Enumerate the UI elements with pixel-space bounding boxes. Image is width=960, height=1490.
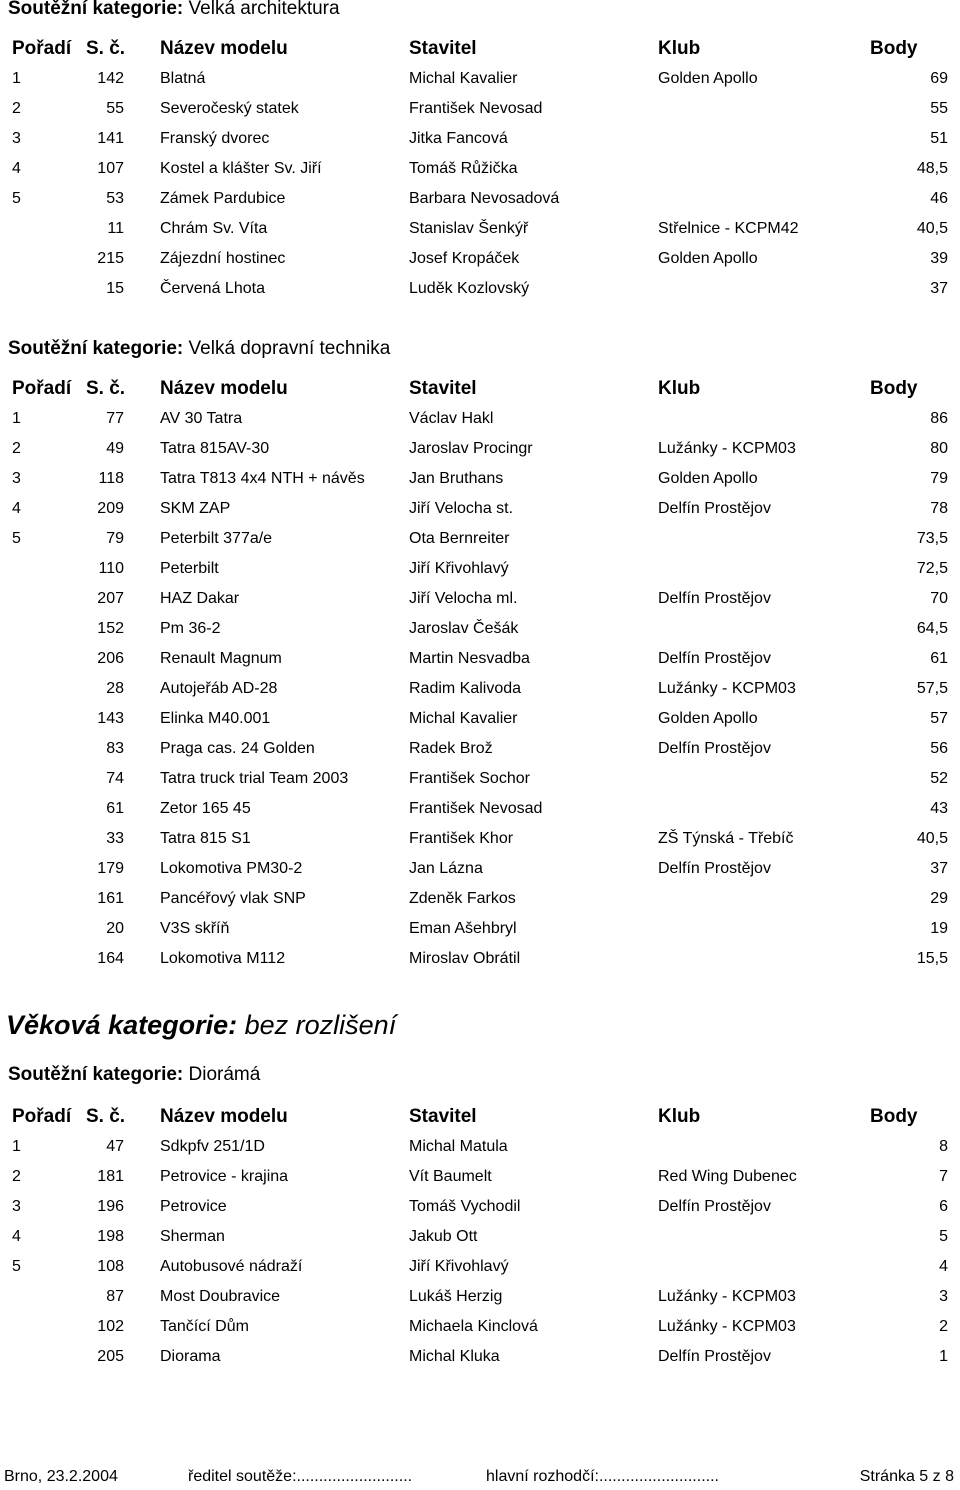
cell-club: Delfín Prostějov	[658, 650, 771, 667]
cell-points: 29	[930, 890, 948, 907]
cell-rank	[0, 584, 86, 614]
cell-model: HAZ Dakar	[160, 590, 240, 607]
cell-club: Delfín Prostějov	[658, 1348, 771, 1365]
table-row	[0, 674, 960, 704]
cell-rank	[0, 244, 86, 274]
table-row	[0, 704, 960, 734]
table-row	[0, 1312, 960, 1342]
cell-number: 179	[97, 860, 124, 877]
cell-number: 215	[97, 250, 124, 267]
header-model: Název modelu	[160, 378, 288, 399]
cell-model: Tančící Dům	[160, 1318, 249, 1335]
header-points: Body	[870, 38, 918, 59]
cell-builder: František Khor	[409, 830, 514, 847]
cell-points: 2	[939, 1318, 948, 1335]
table-header-row	[0, 1102, 960, 1132]
cell-model: Most Doubravice	[160, 1288, 281, 1305]
table-row	[0, 824, 960, 854]
cell-number: 142	[97, 70, 124, 87]
cell-rank: 4	[12, 1228, 21, 1245]
cell-club	[658, 124, 870, 154]
table-row	[0, 884, 960, 914]
category-label: Soutěžní kategorie:	[8, 1064, 184, 1085]
cell-builder: Vít Baumelt	[409, 1168, 492, 1185]
category-title	[8, 1064, 260, 1086]
cell-rank	[0, 674, 86, 704]
cell-builder: František Nevosad	[409, 800, 543, 817]
header-model: Název modelu	[160, 1106, 288, 1127]
table-row	[0, 1342, 960, 1372]
category-label: Soutěžní kategorie:	[8, 0, 184, 19]
cell-rank	[0, 734, 86, 764]
cell-builder: Zdeněk Farkos	[409, 890, 516, 907]
cell-model: Zámek Pardubice	[160, 190, 286, 207]
cell-builder: Michal Kavalier	[409, 70, 518, 87]
cell-number: 49	[106, 440, 124, 457]
table-row	[0, 434, 960, 464]
cell-builder: Jiří Křivohlavý	[409, 1258, 509, 1275]
cell-model: Franský dvorec	[160, 130, 270, 147]
cell-rank: 3	[12, 1198, 21, 1215]
cell-model: V3S skříň	[160, 920, 230, 937]
cell-points: 78	[930, 500, 948, 517]
table-row	[0, 854, 960, 884]
cell-club	[658, 914, 870, 944]
header-number: S. č.	[86, 378, 126, 399]
cell-model: Sherman	[160, 1228, 225, 1245]
cell-number: 33	[106, 830, 124, 847]
header-rank: Pořadí	[12, 38, 72, 59]
table-row	[0, 764, 960, 794]
table-row	[0, 214, 960, 244]
cell-points: 57	[930, 710, 948, 727]
cell-model: Pancéřový vlak SNP	[160, 890, 306, 907]
cell-number: 83	[106, 740, 124, 757]
cell-model: Peterbilt	[160, 560, 219, 577]
cell-club	[658, 404, 870, 434]
cell-rank	[0, 1312, 86, 1342]
cell-number: 15	[106, 280, 124, 297]
cell-model: Kostel a klášter Sv. Jiří	[160, 160, 322, 177]
cell-builder: Miroslav Obrátil	[409, 950, 521, 967]
cell-builder: Radim Kalivoda	[409, 680, 522, 697]
cell-rank: 2	[12, 440, 21, 457]
cell-builder: Michal Kluka	[409, 1348, 500, 1365]
cell-club	[658, 554, 870, 584]
cell-rank: 3	[12, 470, 21, 487]
header-builder: Stavitel	[409, 378, 477, 399]
cell-model: Petrovice	[160, 1198, 227, 1215]
cell-model: Renault Magnum	[160, 650, 282, 667]
cell-number: 47	[106, 1138, 124, 1155]
cell-number: 108	[97, 1258, 124, 1275]
cell-rank: 5	[12, 1258, 21, 1275]
table-row	[0, 584, 960, 614]
cell-club	[658, 1222, 870, 1252]
cell-rank	[0, 614, 86, 644]
cell-number: 152	[97, 620, 124, 637]
cell-rank	[0, 764, 86, 794]
cell-number: 196	[97, 1198, 124, 1215]
age-category-value: bez rozlišení	[244, 1010, 397, 1040]
cell-builder: Jaroslav Češák	[409, 620, 519, 637]
cell-points: 51	[930, 130, 948, 147]
cell-model: Zájezdní hostinec	[160, 250, 286, 267]
cell-number: 198	[97, 1228, 124, 1245]
cell-builder: Ota Bernreiter	[409, 530, 510, 547]
cell-points: 86	[930, 410, 948, 427]
cell-club: Delfín Prostějov	[658, 740, 771, 757]
header-points: Body	[870, 378, 918, 399]
cell-points: 19	[930, 920, 948, 937]
table-row	[0, 1192, 960, 1222]
cell-club	[658, 614, 870, 644]
cell-model: Tatra 815 S1	[160, 830, 251, 847]
cell-rank: 5	[12, 190, 21, 207]
cell-number: 53	[106, 190, 124, 207]
cell-points: 48,5	[916, 160, 948, 177]
cell-rank: 4	[12, 500, 21, 517]
cell-number: 206	[97, 650, 124, 667]
cell-club: Golden Apollo	[658, 250, 758, 267]
cell-number: 207	[97, 590, 124, 607]
cell-builder: Michal Kavalier	[409, 710, 518, 727]
cell-points: 1	[939, 1348, 948, 1365]
category-value: Velká architektura	[188, 0, 340, 19]
cell-number: 143	[97, 710, 124, 727]
cell-number: 209	[97, 500, 124, 517]
header-builder: Stavitel	[409, 38, 477, 59]
cell-model: Petrovice - krajina	[160, 1168, 289, 1185]
cell-points: 40,5	[916, 220, 948, 237]
cell-model: Diorama	[160, 1348, 221, 1365]
category-value: Diorámá	[188, 1064, 261, 1085]
cell-points: 39	[930, 250, 948, 267]
cell-model: Tatra 815AV-30	[160, 440, 270, 457]
cell-builder: Michal Matula	[409, 1138, 508, 1155]
cell-club: Lužánky - KCPM03	[658, 1318, 796, 1335]
cell-model: Elinka M40.001	[160, 710, 271, 727]
table-row	[0, 794, 960, 824]
cell-points: 73,5	[916, 530, 948, 547]
cell-club: ZŠ Týnská - Třebíč	[658, 830, 794, 847]
cell-club	[658, 94, 870, 124]
cell-rank: 1	[12, 70, 21, 87]
cell-points: 37	[930, 860, 948, 877]
cell-number: 110	[98, 560, 124, 577]
cell-number: 20	[106, 920, 124, 937]
cell-number: 77	[106, 410, 124, 427]
cell-club	[658, 1252, 870, 1282]
cell-rank	[0, 704, 86, 734]
cell-club: Delfín Prostějov	[658, 590, 771, 607]
table-row	[0, 404, 960, 434]
cell-club	[658, 184, 870, 214]
cell-builder: Luděk Kozlovský	[409, 280, 530, 297]
cell-rank	[0, 214, 86, 244]
cell-rank	[0, 554, 86, 584]
cell-builder: Václav Hakl	[409, 410, 494, 427]
category-title	[8, 0, 340, 20]
cell-builder: Jiří Velocha st.	[409, 500, 514, 517]
cell-builder: Barbara Nevosadová	[409, 190, 560, 207]
cell-points: 7	[939, 1168, 948, 1185]
cell-rank	[0, 1282, 86, 1312]
cell-club	[658, 944, 870, 974]
table-row	[0, 1282, 960, 1312]
page-footer	[0, 1468, 960, 1490]
cell-number: 164	[97, 950, 124, 967]
cell-builder: Radek Brož	[409, 740, 493, 757]
results-table	[0, 1102, 960, 1372]
cell-rank	[0, 854, 86, 884]
cell-builder: Jiří Velocha ml.	[409, 590, 518, 607]
table-row	[0, 1162, 960, 1192]
cell-club: Střelnice - KCPM42	[658, 220, 799, 237]
cell-model: Peterbilt 377a/e	[160, 530, 273, 547]
header-club: Klub	[658, 378, 701, 399]
cell-builder: Tomáš Vychodil	[409, 1198, 521, 1215]
cell-club: Golden Apollo	[658, 710, 758, 727]
table-row	[0, 64, 960, 94]
cell-model: Pm 36-2	[160, 620, 221, 637]
cell-rank: 2	[12, 1168, 21, 1185]
cell-model: Tatra truck trial Team 2003	[160, 770, 349, 787]
table-row	[0, 914, 960, 944]
cell-model: Sdkpfv 251/1D	[160, 1138, 265, 1155]
cell-rank: 4	[12, 160, 21, 177]
footer-place-date: Brno, 23.2.2004	[4, 1468, 118, 1485]
footer-page-number: Stránka 5 z 8	[859, 1468, 954, 1485]
cell-club	[658, 274, 870, 304]
cell-builder: Lukáš Herzig	[409, 1288, 503, 1305]
cell-number: 11	[107, 220, 124, 237]
header-rank: Pořadí	[12, 1106, 72, 1127]
cell-builder: Eman Ašehbryl	[409, 920, 517, 937]
cell-number: 28	[106, 680, 124, 697]
cell-builder: Michaela Kinclová	[409, 1318, 538, 1335]
cell-points: 61	[930, 650, 948, 667]
cell-club: Delfín Prostějov	[658, 500, 771, 517]
cell-number: 102	[97, 1318, 124, 1335]
category-value: Velká dopravní technika	[188, 338, 391, 359]
cell-club: Lužánky - KCPM03	[658, 680, 796, 697]
cell-points: 52	[930, 770, 948, 787]
cell-builder: Martin Nesvadba	[409, 650, 530, 667]
cell-points: 64,5	[916, 620, 948, 637]
cell-builder: Stanislav Šenkýř	[409, 220, 529, 237]
table-row	[0, 124, 960, 154]
cell-number: 55	[106, 100, 124, 117]
cell-club	[658, 884, 870, 914]
header-points: Body	[870, 1106, 918, 1127]
cell-model: AV 30 Tatra	[160, 410, 243, 427]
header-club: Klub	[658, 38, 701, 59]
category-title	[8, 338, 390, 360]
cell-builder: Tomáš Růžička	[409, 160, 518, 177]
cell-number: 107	[97, 160, 124, 177]
cell-builder: Jakub Ott	[409, 1228, 478, 1245]
header-club: Klub	[658, 1106, 701, 1127]
cell-club	[658, 154, 870, 184]
cell-points: 6	[939, 1198, 948, 1215]
cell-number: 61	[106, 800, 124, 817]
table-row	[0, 614, 960, 644]
cell-model: Praga cas. 24 Golden	[160, 740, 315, 757]
cell-points: 55	[930, 100, 948, 117]
cell-model: Červená Lhota	[160, 280, 265, 297]
cell-model: SKM ZAP	[160, 500, 231, 517]
table-row	[0, 244, 960, 274]
cell-club: Lužánky - KCPM03	[658, 1288, 796, 1305]
cell-points: 15,5	[916, 950, 948, 967]
table-row	[0, 154, 960, 184]
cell-club: Delfín Prostějov	[658, 1198, 771, 1215]
cell-builder: Jaroslav Procingr	[409, 440, 533, 457]
cell-rank: 1	[12, 1138, 21, 1155]
cell-points: 80	[930, 440, 948, 457]
cell-club: Lužánky - KCPM03	[658, 440, 796, 457]
cell-points: 37	[930, 280, 948, 297]
cell-model: Lokomotiva PM30-2	[160, 860, 303, 877]
cell-number: 161	[97, 890, 124, 907]
cell-number: 205	[97, 1348, 124, 1365]
cell-builder: František Sochor	[409, 770, 530, 787]
age-category-label: Věková kategorie:	[6, 1010, 238, 1040]
table-row	[0, 274, 960, 304]
cell-points: 69	[930, 70, 948, 87]
cell-rank	[0, 644, 86, 674]
table-row	[0, 644, 960, 674]
cell-rank: 1	[12, 410, 21, 427]
category-label: Soutěžní kategorie:	[8, 338, 184, 359]
table-row	[0, 464, 960, 494]
footer-director-signature: ředitel soutěže:..........................	[188, 1468, 413, 1485]
cell-points: 46	[930, 190, 948, 207]
cell-club: Delfín Prostějov	[658, 860, 771, 877]
footer-referee-signature: hlavní rozhodčí:...........................	[486, 1468, 719, 1485]
cell-club	[658, 794, 870, 824]
cell-rank	[0, 794, 86, 824]
table-row	[0, 524, 960, 554]
cell-points: 40,5	[916, 830, 948, 847]
cell-points: 57,5	[916, 680, 948, 697]
results-table	[0, 374, 960, 974]
cell-rank: 3	[12, 130, 21, 147]
cell-points: 4	[939, 1258, 948, 1275]
table-row	[0, 184, 960, 214]
table-row	[0, 1252, 960, 1282]
cell-builder: Jitka Fancová	[409, 130, 508, 147]
cell-club	[658, 764, 870, 794]
cell-rank	[0, 944, 86, 974]
cell-rank	[0, 914, 86, 944]
results-table	[0, 34, 960, 304]
cell-rank: 2	[12, 100, 21, 117]
table-row	[0, 94, 960, 124]
cell-number: 87	[106, 1288, 124, 1305]
table-row	[0, 734, 960, 764]
cell-number: 79	[106, 530, 124, 547]
cell-number: 181	[97, 1168, 124, 1185]
cell-model: Zetor 165 45	[160, 800, 251, 817]
table-row	[0, 1132, 960, 1162]
cell-club: Golden Apollo	[658, 70, 758, 87]
table-row	[0, 1222, 960, 1252]
cell-points: 79	[930, 470, 948, 487]
cell-club	[658, 524, 870, 554]
cell-points: 8	[939, 1138, 948, 1155]
cell-builder: František Nevosad	[409, 100, 543, 117]
header-number: S. č.	[86, 1106, 126, 1127]
cell-number: 118	[98, 470, 124, 487]
cell-points: 72,5	[916, 560, 948, 577]
table-row	[0, 554, 960, 584]
cell-builder: Jiří Křivohlavý	[409, 560, 509, 577]
cell-model: Autobusové nádraží	[160, 1258, 303, 1275]
cell-model: Severočeský statek	[160, 100, 299, 117]
cell-model: Chrám Sv. Víta	[160, 220, 268, 237]
cell-points: 43	[930, 800, 948, 817]
cell-rank: 5	[12, 530, 21, 547]
cell-rank	[0, 1342, 86, 1372]
cell-builder: Josef Kropáček	[409, 250, 520, 267]
cell-model: Lokomotiva M112	[160, 950, 286, 967]
cell-model: Autojeřáb AD-28	[160, 680, 278, 697]
cell-club: Golden Apollo	[658, 470, 758, 487]
header-model: Název modelu	[160, 38, 288, 59]
cell-points: 70	[930, 590, 948, 607]
cell-builder: Jan Bruthans	[409, 470, 504, 487]
table-row	[0, 494, 960, 524]
cell-rank	[0, 274, 86, 304]
header-builder: Stavitel	[409, 1106, 477, 1127]
cell-club	[658, 1132, 870, 1162]
header-rank: Pořadí	[12, 378, 72, 399]
cell-rank	[0, 824, 86, 854]
cell-model: Blatná	[160, 70, 206, 87]
cell-points: 56	[930, 740, 948, 757]
age-category-title	[6, 1010, 396, 1041]
cell-builder: Jan Lázna	[409, 860, 483, 877]
cell-points: 3	[939, 1288, 948, 1305]
cell-rank	[0, 884, 86, 914]
cell-points: 5	[939, 1228, 948, 1245]
cell-number: 141	[97, 130, 124, 147]
cell-number: 74	[106, 770, 124, 787]
cell-model: Tatra T813 4x4 NTH + návěs	[160, 470, 365, 487]
table-row	[0, 944, 960, 974]
header-number: S. č.	[86, 38, 126, 59]
table-header-row	[0, 374, 960, 404]
table-header-row	[0, 34, 960, 64]
cell-club: Red Wing Dubenec	[658, 1168, 797, 1185]
